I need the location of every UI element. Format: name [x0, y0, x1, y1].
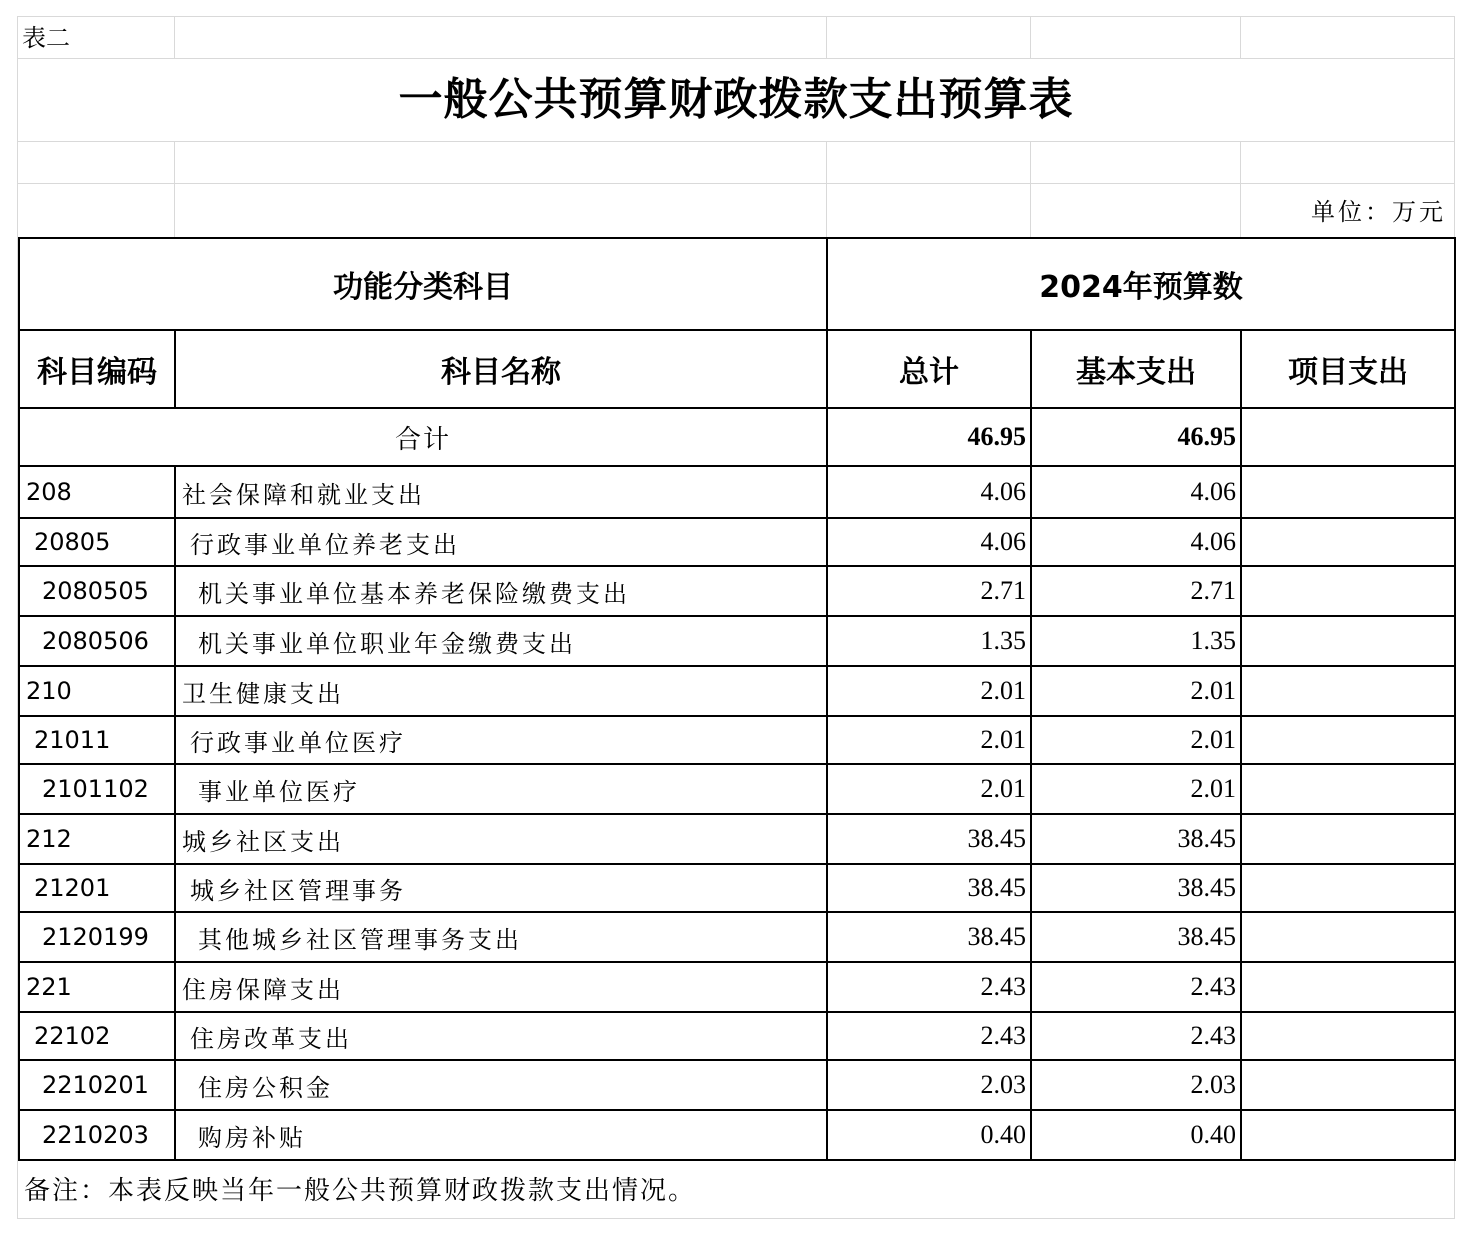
cell-total: 0.40: [827, 1110, 1031, 1160]
cell-project: [1241, 962, 1455, 1012]
cell-name: 其他城乡社区管理事务支出: [175, 912, 827, 962]
cell-code: 221: [19, 962, 175, 1012]
cell-code: 21201: [19, 864, 175, 912]
cell-basic: 38.45: [1031, 864, 1241, 912]
cell-project: [1241, 566, 1455, 616]
cell-project: [1241, 466, 1455, 518]
cell-code: 20805: [19, 518, 175, 566]
header-row-top: [19, 238, 1455, 330]
cell-basic: 4.06: [1031, 466, 1241, 518]
table-row: [19, 814, 1455, 864]
cell-project: [1241, 616, 1455, 666]
cell-name: 卫生健康支出: [175, 666, 827, 716]
cell-name: 事业单位医疗: [175, 764, 827, 814]
header-category: 功能分类科目: [19, 238, 827, 330]
total-project: [1241, 408, 1455, 466]
grid-line: [1240, 141, 1241, 238]
cell-project: [1241, 814, 1455, 864]
table-row: [19, 864, 1455, 912]
cell-project: [1241, 912, 1455, 962]
cell-project: [1241, 518, 1455, 566]
cell-name: 住房保障支出: [175, 962, 827, 1012]
cell-project: [1241, 1012, 1455, 1060]
grid-line: [826, 141, 827, 238]
cell-code: 2080506: [19, 616, 175, 666]
budget-table: [18, 237, 1456, 1161]
total-row: [19, 408, 1455, 466]
cell-name: 机关事业单位职业年金缴费支出: [175, 616, 827, 666]
table-row: [19, 716, 1455, 764]
cell-name: 城乡社区支出: [175, 814, 827, 864]
table-row: [19, 566, 1455, 616]
cell-basic: 1.35: [1031, 616, 1241, 666]
cell-basic: 2.01: [1031, 764, 1241, 814]
table-row: [19, 466, 1455, 518]
grid-line: [826, 16, 827, 59]
cell-code: 2210201: [19, 1060, 175, 1110]
cell-name: 社会保障和就业支出: [175, 466, 827, 518]
cell-basic: 38.45: [1031, 814, 1241, 864]
cell-total: 2.01: [827, 716, 1031, 764]
header-project: 项目支出: [1241, 330, 1455, 408]
cell-basic: 2.43: [1031, 1012, 1241, 1060]
cell-basic: 4.06: [1031, 518, 1241, 566]
cell-total: 4.06: [827, 518, 1031, 566]
page-title: 一般公共预算财政拨款支出预算表: [398, 74, 1074, 125]
grid-line: [1240, 16, 1241, 59]
cell-code: 210: [19, 666, 175, 716]
total-basic: 46.95: [1031, 408, 1241, 466]
table-row: [19, 764, 1455, 814]
total-total: 46.95: [827, 408, 1031, 466]
grid-line: [174, 16, 175, 59]
cell-total: 2.01: [827, 764, 1031, 814]
cell-name: 机关事业单位基本养老保险缴费支出: [175, 566, 827, 616]
cell-basic: 0.40: [1031, 1110, 1241, 1160]
cell-code: 2210203: [19, 1110, 175, 1160]
cell-name: 行政事业单位医疗: [175, 716, 827, 764]
table-row: [19, 962, 1455, 1012]
unit-label: 单位：万元: [1311, 198, 1446, 226]
cell-project: [1241, 666, 1455, 716]
table-row: [19, 1110, 1455, 1160]
cell-code: 21011: [19, 716, 175, 764]
cell-total: 1.35: [827, 616, 1031, 666]
cell-name: 住房改革支出: [175, 1012, 827, 1060]
cell-total: 2.43: [827, 962, 1031, 1012]
grid-line: [17, 1218, 1455, 1219]
cell-code: 2120199: [19, 912, 175, 962]
cell-basic: 2.01: [1031, 666, 1241, 716]
table-row: [19, 912, 1455, 962]
cell-project: [1241, 864, 1455, 912]
cell-total: 38.45: [827, 864, 1031, 912]
table-row: [19, 518, 1455, 566]
table-row: [19, 616, 1455, 666]
cell-basic: 2.01: [1031, 716, 1241, 764]
cell-basic: 38.45: [1031, 912, 1241, 962]
cell-basic: 2.03: [1031, 1060, 1241, 1110]
cell-project: [1241, 1110, 1455, 1160]
cell-total: 38.45: [827, 912, 1031, 962]
cell-code: 2101102: [19, 764, 175, 814]
header-name: 科目名称: [175, 330, 827, 408]
cell-name: 购房补贴: [175, 1110, 827, 1160]
header-row-columns: [19, 330, 1455, 408]
cell-name: 城乡社区管理事务: [175, 864, 827, 912]
cell-total: 4.06: [827, 466, 1031, 518]
cell-total: 2.03: [827, 1060, 1031, 1110]
header-total: 总计: [827, 330, 1031, 408]
header-code: 科目编码: [19, 330, 175, 408]
cell-total: 38.45: [827, 814, 1031, 864]
grid-line: [1030, 141, 1031, 238]
table-row: [19, 1060, 1455, 1110]
total-label: 合计: [19, 408, 827, 466]
grid-line: [1030, 16, 1031, 59]
remark-note: 备注：本表反映当年一般公共预算财政拨款支出情况。: [24, 1176, 697, 1206]
table-row: [19, 1012, 1455, 1060]
cell-code: 2080505: [19, 566, 175, 616]
header-basic: 基本支出: [1031, 330, 1241, 408]
cell-name: 住房公积金: [175, 1060, 827, 1110]
cell-project: [1241, 764, 1455, 814]
cell-project: [1241, 1060, 1455, 1110]
header-budget-year: 2024年预算数: [827, 238, 1455, 330]
grid-line: [174, 141, 175, 238]
cell-name: 行政事业单位养老支出: [175, 518, 827, 566]
cell-code: 208: [19, 466, 175, 518]
table-row: [19, 666, 1455, 716]
cell-total: 2.01: [827, 666, 1031, 716]
cell-project: [1241, 716, 1455, 764]
cell-basic: 2.43: [1031, 962, 1241, 1012]
cell-basic: 2.71: [1031, 566, 1241, 616]
table-label: 表二: [22, 24, 70, 52]
cell-code: 22102: [19, 1012, 175, 1060]
cell-total: 2.71: [827, 566, 1031, 616]
cell-code: 212: [19, 814, 175, 864]
cell-total: 2.43: [827, 1012, 1031, 1060]
